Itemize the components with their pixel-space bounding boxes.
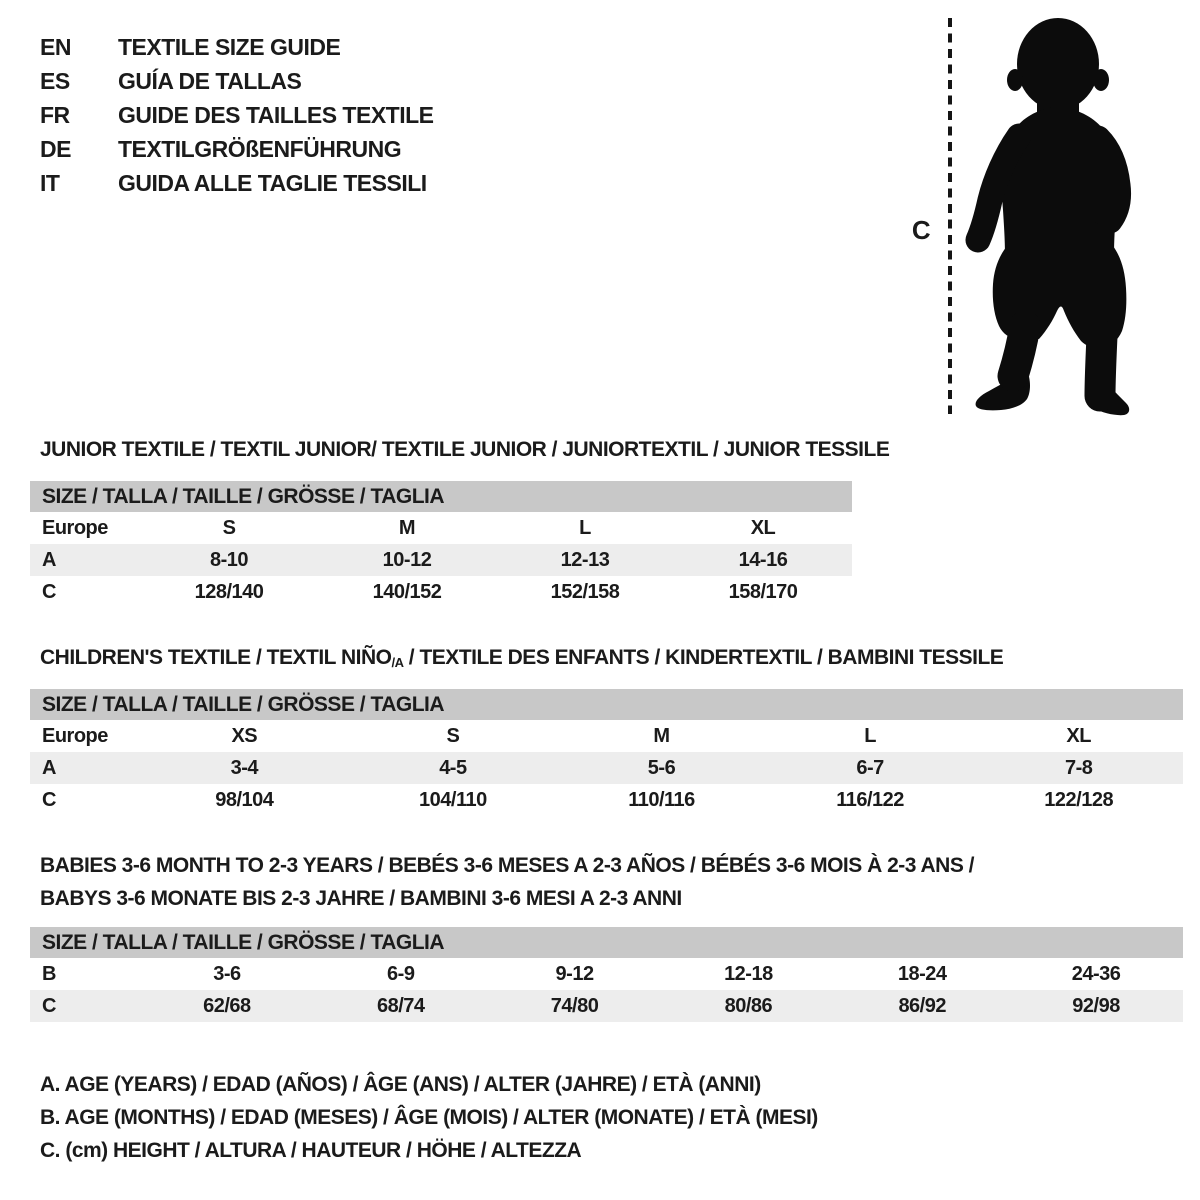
- table-cell: XL: [1066, 724, 1091, 747]
- language-code: ES: [40, 68, 70, 94]
- language-row-it: [40, 166, 434, 200]
- guide-title: GUIDA ALLE TAGLIE TESSILI: [118, 170, 427, 196]
- table-cell: XL: [750, 516, 776, 539]
- section-title-children: [40, 641, 1003, 679]
- table-cell: S: [446, 724, 460, 747]
- table-cell: 80/86: [661, 990, 835, 1022]
- table-cell: 152/158: [550, 580, 620, 603]
- table-cell: 3-6: [213, 962, 241, 985]
- size-header-bar: SIZE / TALLA / TAILLE / GRÖSSE / TAGLIA: [30, 481, 852, 512]
- table-cell: 7-8: [974, 752, 1183, 784]
- table-cell: M: [398, 516, 416, 539]
- babies-title-line-1: BABIES 3-6 MONTH TO 2-3 YEARS / BEBÉS 3-6 MESES A 2-3 AÑOS / BÉBÉS 3-6 MOIS À 2-3 ANS /: [40, 854, 975, 877]
- row-label: Europe: [42, 724, 108, 747]
- size-table-babies: [30, 927, 1183, 1022]
- baby-silhouette-shape: [976, 18, 1130, 415]
- legend-line-b: B. AGE (MONTHS) / EDAD (MESES) / ÂGE (MOIS) / ALTER (MONATE) / ETÀ (MESI): [40, 1106, 818, 1129]
- table-cell: 14-16: [674, 544, 852, 576]
- table-cell: 18-24: [897, 962, 947, 985]
- table-cell: 4-5: [349, 752, 558, 784]
- language-row-es: [40, 64, 434, 98]
- language-code: FR: [40, 102, 70, 128]
- table-cell: 12-18: [724, 962, 773, 985]
- table-cell: 62/68: [140, 990, 314, 1022]
- section-title-babies: [40, 849, 974, 915]
- baby-silhouette-icon: [938, 14, 1145, 418]
- table-cell: 10-12: [318, 544, 496, 576]
- table-cell: 5-6: [557, 752, 766, 784]
- size-table-junior: [30, 481, 852, 608]
- language-row-de: [40, 132, 434, 166]
- table-row: [30, 720, 1183, 752]
- babies-title-line-2: BABYS 3-6 MONATE BIS 2-3 JAHRE / BAMBINI 3-6 MESI A 2-3 ANNI: [40, 887, 682, 910]
- measurement-legend: [40, 1068, 818, 1167]
- table-cell: 12-13: [496, 544, 674, 576]
- row-label: C: [42, 788, 56, 811]
- row-label: B: [42, 962, 56, 985]
- table-cell: 74/80: [488, 990, 662, 1022]
- legend-line-c: C. (cm) HEIGHT / ALTURA / HAUTEUR / HÖHE / ALTEZZA: [40, 1139, 582, 1162]
- table-cell: XS: [231, 724, 258, 747]
- table-cell: L: [579, 516, 591, 539]
- table-row: [30, 990, 1183, 1022]
- guide-title: GUIDE DES TAILLES TEXTILE: [118, 102, 434, 128]
- guide-title: GUÍA DE TALLAS: [118, 68, 302, 94]
- language-code: IT: [40, 170, 60, 196]
- table-cell: 68/74: [314, 990, 488, 1022]
- height-label-c: C: [911, 215, 931, 245]
- table-cell: 8-10: [140, 544, 318, 576]
- table-row: [30, 752, 1183, 784]
- size-header-bar: SIZE / TALLA / TAILLE / GRÖSSE / TAGLIA: [30, 927, 1183, 958]
- table-row: [30, 544, 852, 576]
- table-cell: L: [864, 724, 876, 747]
- row-label: C: [30, 990, 140, 1022]
- children-title-sub: /A: [391, 655, 404, 670]
- table-cell: 110/116: [628, 788, 695, 811]
- table-cell: 92/98: [1009, 990, 1183, 1022]
- row-label: C: [42, 580, 56, 603]
- language-row-fr: [40, 98, 434, 132]
- children-title-post: / TEXTILE DES ENFANTS / KINDERTEXTIL / BAMBINI TESSILE: [403, 646, 1004, 669]
- row-label: A: [30, 752, 140, 784]
- table-cell: 86/92: [835, 990, 1009, 1022]
- size-header-bar: SIZE / TALLA / TAILLE / GRÖSSE / TAGLIA: [30, 689, 1183, 720]
- table-cell: S: [222, 516, 236, 539]
- language-title-list: [40, 30, 434, 200]
- table-cell: 104/110: [419, 788, 487, 811]
- legend-line-a: A. AGE (YEARS) / EDAD (AÑOS) / ÂGE (ANS) / ALTER (JAHRE) / ETÀ (ANNI): [40, 1073, 761, 1096]
- table-cell: 9-12: [555, 962, 594, 985]
- table-cell: 3-4: [140, 752, 349, 784]
- guide-title: TEXTILE SIZE GUIDE: [118, 34, 341, 60]
- size-table-children: [30, 689, 1183, 816]
- section-title-junior: JUNIOR TEXTILE / TEXTIL JUNIOR/ TEXTILE JUNIOR / JUNIORTEXTIL / JUNIOR TESSILE: [40, 438, 890, 461]
- table-row: [30, 958, 1183, 990]
- table-cell: 128/140: [194, 580, 264, 603]
- table-cell: 140/152: [372, 580, 442, 603]
- language-row-en: [40, 30, 434, 64]
- table-row: [30, 784, 1183, 816]
- table-cell: 24-36: [1071, 962, 1121, 985]
- table-cell: 6-9: [387, 962, 415, 985]
- table-row: [30, 512, 852, 544]
- table-cell: 98/104: [215, 788, 274, 811]
- table-cell: M: [653, 724, 670, 747]
- table-cell: 6-7: [766, 752, 975, 784]
- table-row: [30, 576, 852, 608]
- table-cell: 122/128: [1044, 788, 1114, 811]
- row-label: Europe: [42, 516, 108, 539]
- language-code: DE: [40, 136, 71, 162]
- table-cell: 158/170: [728, 580, 798, 603]
- table-cell: 116/122: [836, 788, 904, 811]
- row-label: A: [30, 544, 140, 576]
- guide-title: TEXTILGRÖßENFÜHRUNG: [118, 136, 402, 162]
- children-title-pre: CHILDREN'S TEXTILE / TEXTIL NIÑO: [40, 646, 392, 669]
- language-code: EN: [40, 34, 71, 60]
